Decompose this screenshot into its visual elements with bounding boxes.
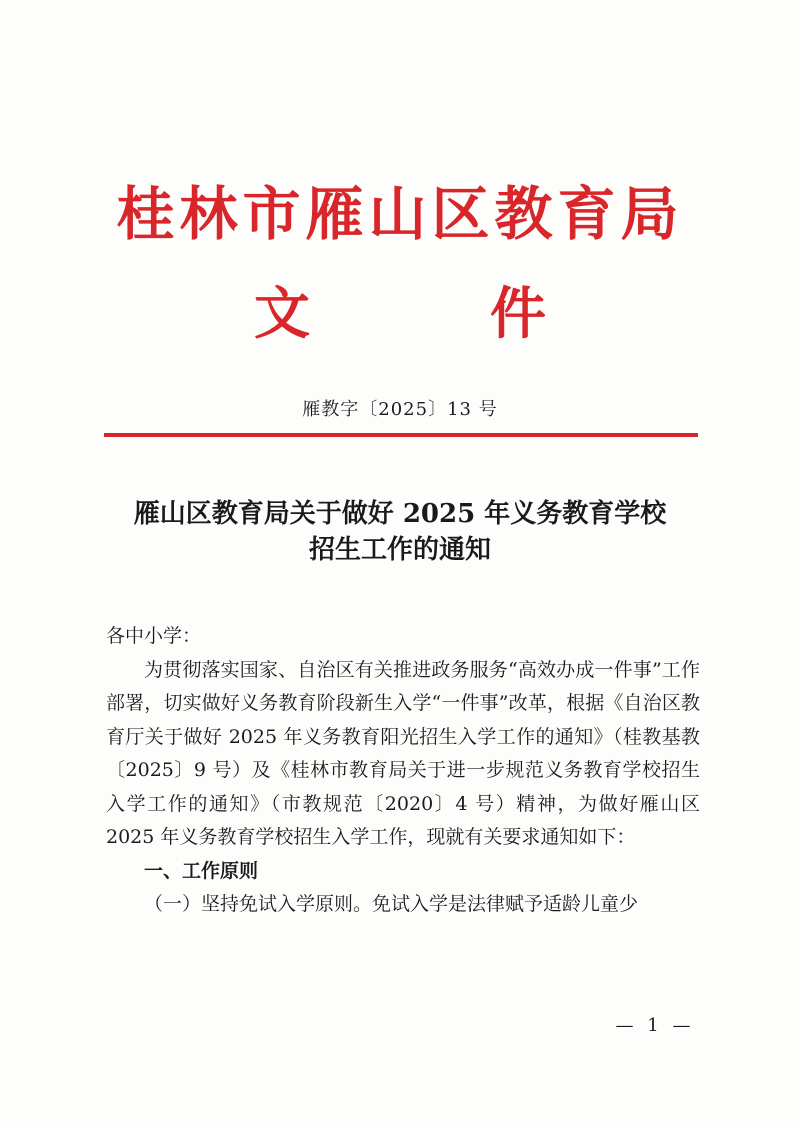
- document-label-right: 件: [490, 282, 546, 347]
- document-label-left: 文: [254, 282, 310, 347]
- notice-title-line-1: 雁山区教育局关于做好 2025 年义务教育学校: [133, 499, 667, 529]
- red-divider-line: [104, 433, 698, 437]
- issuing-organization-title: 桂林市雁山区教育局: [116, 180, 684, 248]
- document-label: [0, 282, 800, 347]
- salutation: 各中小学：: [106, 625, 202, 647]
- section-1-paragraph-1: （一）坚持免试入学原则。免试入学是法律赋予适龄儿童少: [144, 893, 639, 915]
- document-body: [106, 620, 700, 922]
- document-number: 雁教字〔2025〕13 号: [302, 399, 498, 420]
- notice-title: [0, 496, 800, 568]
- notice-title-line-2: 招生工作的通知: [308, 535, 491, 565]
- section-heading-1: 一、工作原则: [144, 859, 259, 882]
- body-paragraph-1: 为贯彻落实国家、自治区有关推进政务服务“高效办成一件事”工作部署，切实做好义务教育阶段新生入学“一件事”改革，根据《自治区教育厅关于做好 2025 年义务教育阳光招生入学工作的通知》（桂教基教〔2025〕9 号）及《桂林市教育局关于进一步规范义务教育学校招生入学工作的通知》（市教规范〔2020〕4 号）精神，为做好雁山区 2025 年义务教育学校招生入学工作，现就有关要求通知如下：: [106, 658, 700, 848]
- page-number: — 1 —: [615, 1015, 695, 1036]
